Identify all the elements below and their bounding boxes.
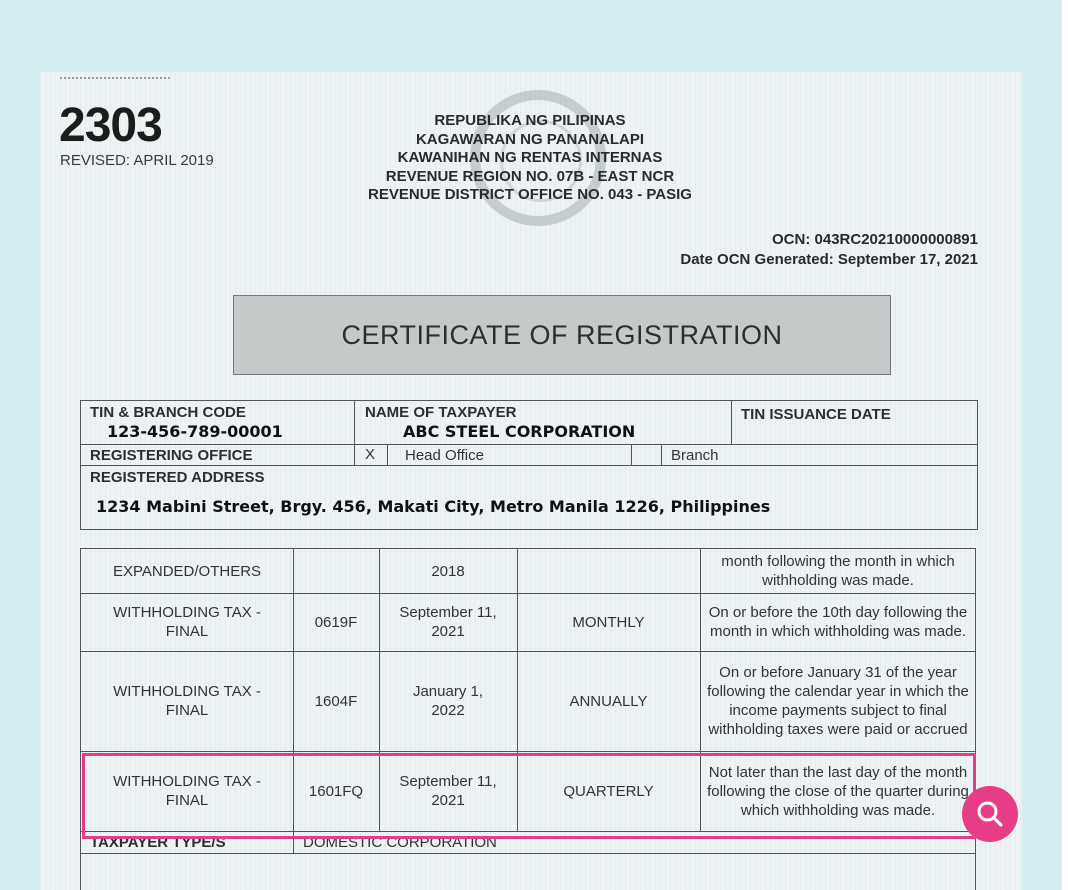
tax-type-cell: WITHHOLDING TAX - FINAL	[113, 604, 261, 640]
taxpayer-info-grid	[80, 400, 978, 530]
zoom-button[interactable]	[962, 786, 1018, 842]
agency-line: REVENUE REGION NO. 07B - EAST NCR	[385, 167, 675, 185]
tax-type-cell: WITHHOLDING TAX - FINAL	[113, 773, 261, 809]
registered-address-label: REGISTERED ADDRESS	[90, 469, 265, 486]
tax-type-cell: EXPANDED/OTHERS	[112, 562, 262, 580]
ocn-block	[680, 230, 978, 270]
due-date-cell: Not later than the last day of the month following the close of the quarter during which withholding was made.	[707, 763, 969, 819]
cropped-form-header	[60, 77, 170, 85]
date-cell: 2018	[431, 562, 465, 580]
agency-header	[340, 112, 720, 205]
agency-line: REPUBLIKA NG PILIPINAS	[434, 112, 626, 129]
due-date-cell: On or before January 31 of the year following the calendar year in which the income payments subject to final withholding taxes were paid or accrued	[707, 664, 969, 738]
head-office-mark: X	[365, 446, 376, 463]
date-cell: September 11, 2021	[399, 604, 497, 640]
agency-line: KAWANIHAN NG RENTAS INTERNAS	[397, 149, 663, 166]
revision-date: REVISED: APRIL 2019	[60, 152, 214, 169]
branch-label: Branch	[671, 447, 719, 464]
frequency-cell: MONTHLY	[572, 613, 645, 631]
date-cell: September 11, 2021	[399, 773, 497, 809]
head-office-label: Head Office	[405, 447, 484, 464]
tin-issuance-label: TIN ISSUANCE DATE	[741, 406, 891, 423]
taxpayer-type-label: TAXPAYER TYPE/S	[90, 834, 226, 851]
agency-line: KAGAWARAN NG PANANALAPI	[415, 130, 645, 148]
tin-value: 123-456-789-00001	[107, 422, 283, 441]
frequency-cell	[517, 549, 700, 593]
form-cell: 0619F	[314, 613, 358, 631]
registering-office-label: REGISTERING OFFICE	[90, 447, 253, 464]
agency-line: REVENUE DISTRICT OFFICE NO. 043 - PASIG	[368, 186, 692, 203]
form-cell: 1601FQ	[308, 782, 364, 800]
due-date-cell: On or before the 10th day following the month in which withholding was made.	[708, 604, 968, 640]
date-cell: January 1, 2022	[412, 683, 484, 719]
registered-address-value: 1234 Mabini Street, Brgy. 456, Makati City, Metro Manila 1226, Philippines	[96, 497, 771, 516]
certificate-title: CERTIFICATE OF REGISTRATION	[233, 295, 891, 375]
tin-label: TIN & BRANCH CODE	[90, 404, 246, 421]
search-icon	[975, 799, 1005, 829]
taxpayer-name-value: ABC STEEL CORPORATION	[403, 422, 636, 441]
taxpayer-type-value: DOMESTIC CORPORATION	[303, 834, 497, 851]
due-date-cell: month following the month in which withholding was made.	[721, 553, 955, 589]
frequency-cell: ANNUALLY	[569, 692, 648, 710]
tax-type-cell: WITHHOLDING TAX - FINAL	[113, 683, 261, 719]
ocn-date: Date OCN Generated: September 17, 2021	[680, 251, 978, 268]
row-highlight	[82, 753, 976, 839]
form-cell: 1604F	[314, 692, 358, 710]
form-cell	[293, 549, 379, 593]
ocn-number: OCN: 043RC20210000000891	[772, 231, 978, 248]
frequency-cell: QUARTERLY	[563, 782, 654, 800]
form-number: 2303	[59, 99, 162, 152]
taxpayer-name-label: NAME OF TAXPAYER	[365, 404, 517, 421]
